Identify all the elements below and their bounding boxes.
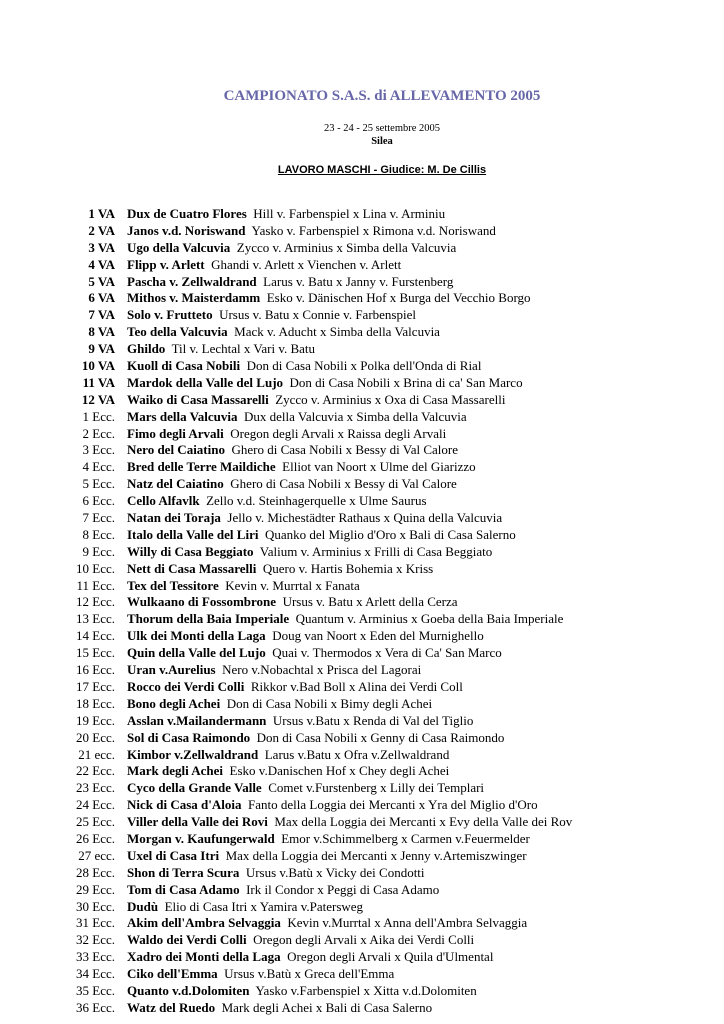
result-rank: 23 Ecc.: [76, 780, 115, 796]
dog-parents: Valium v. Arminius x Frilli di Casa Beggiato: [259, 543, 493, 559]
result-row: [60, 544, 680, 561]
result-row: [60, 476, 680, 493]
result-row: [60, 459, 680, 476]
dog-parents: Max della Loggia dei Mercanti x Evy della Valle dei Rov: [274, 814, 573, 830]
result-rank: 12 VA: [81, 391, 115, 407]
dog-parents: Ghero di Casa Nobili x Bessy di Val Calore: [230, 476, 457, 492]
dog-parents: Don di Casa Nobili x Bimy degli Achei: [226, 695, 433, 711]
result-row: [60, 915, 680, 932]
result-row: [60, 257, 680, 274]
result-row: [60, 358, 680, 375]
result-row: [60, 1000, 680, 1017]
result-rank: 30 Ecc.: [76, 898, 115, 914]
result-rank: 7 VA: [88, 307, 115, 323]
result-row: [60, 882, 680, 899]
result-row: [60, 341, 680, 358]
result-rank: 3 Ecc.: [82, 442, 115, 458]
dog-parents: Zycco v. Arminius x Simba della Valcuvia: [236, 239, 457, 255]
dog-parents: Elio di Casa Itri x Yamira v.Patersweg: [164, 898, 364, 914]
dog-parents: Don di Casa Nobili x Genny di Casa Raimondo: [256, 729, 505, 745]
result-rank: 22 Ecc.: [76, 763, 115, 779]
dog-name: Quanto v.d.Dolomiten: [127, 982, 250, 998]
dog-name: Viller della Valle dei Rovi: [127, 814, 268, 830]
result-row: [60, 831, 680, 848]
dog-name: Shon di Terra Scura: [127, 864, 240, 880]
result-rank: 9 VA: [88, 341, 115, 357]
dog-name: Mars della Valcuvia: [127, 408, 238, 424]
dog-name: Uran v.Aurelius: [127, 662, 216, 678]
dog-parents: Rikkor v.Bad Boll x Alina dei Verdi Coll: [250, 678, 463, 694]
dog-name: Dux de Cuatro Flores: [127, 206, 247, 221]
dog-parents: Larus v.Batu x Ofra v.Zellwaldrand: [264, 746, 450, 762]
dog-parents: Kevin v.Murrtal x Anna dell'Ambra Selvaggia: [287, 915, 528, 931]
result-rank: 13 Ecc.: [76, 611, 115, 627]
dog-parents: Don di Casa Nobili x Polka dell'Onda di Rial: [246, 358, 482, 374]
result-rank: 11 VA: [82, 374, 115, 390]
result-rank: 16 Ecc.: [76, 662, 115, 678]
result-row: [60, 409, 680, 426]
dog-name: Fimo degli Arvali: [127, 425, 224, 441]
dog-parents: Elliot van Noort x Ulme del Giarizzo: [282, 459, 476, 475]
result-rank: 4 VA: [88, 256, 115, 272]
dog-parents: Quanko del Miglio d'Oro x Bali di Casa Salerno: [264, 526, 516, 542]
result-row: [60, 865, 680, 882]
document-title: CAMPIONATO S.A.S. di ALLEVAMENTO 2005: [223, 88, 541, 104]
dog-parents: Kevin v. Murrtal x Fanata: [225, 577, 360, 593]
dog-parents: Dux della Valcuvia x Simba della Valcuvia: [244, 408, 467, 424]
result-rank: 1 Ecc.: [82, 408, 115, 424]
result-rank: 1 VA: [88, 206, 115, 221]
result-row: [60, 206, 680, 223]
dog-name: Ulk dei Monti della Laga: [127, 628, 266, 644]
result-row: [60, 594, 680, 611]
result-rank: 27 ecc.: [78, 847, 115, 863]
dog-name: Flipp v. Arlett: [127, 256, 205, 272]
dog-parents: Zello v.d. Steinhagerquelle x Ulme Saurus: [206, 493, 427, 509]
dog-parents: Esko v. Dänischen Hof x Burga del Vecchio Borgo: [266, 290, 531, 306]
result-row: [60, 223, 680, 240]
result-row: [60, 780, 680, 797]
dog-parents: Don di Casa Nobili x Brina di ca' San Marco: [289, 374, 523, 390]
dog-name: Kuoll di Casa Nobili: [127, 358, 241, 374]
result-row: [60, 983, 680, 1000]
result-row: [60, 730, 680, 747]
result-row: [60, 307, 680, 324]
dog-parents: Quai v. Thermodos x Vera di Ca' San Marco: [272, 645, 502, 661]
result-rank: 2 Ecc.: [82, 425, 115, 441]
result-row: [60, 899, 680, 916]
dog-name: Nick di Casa d'Aloia: [127, 797, 242, 813]
results-list: [60, 206, 680, 1017]
result-rank: 25 Ecc.: [76, 814, 115, 830]
dog-name: Ghildo: [127, 341, 166, 357]
result-row: [60, 932, 680, 949]
result-rank: 32 Ecc.: [76, 932, 115, 948]
result-row: [60, 747, 680, 764]
dog-parents: Zycco v. Arminius x Oxa di Casa Massarelli: [275, 391, 506, 407]
dog-name: Bono degli Achei: [127, 695, 221, 711]
dog-parents: Yasko v. Farbenspiel x Rimona v.d. Noriswand: [251, 222, 496, 238]
event-dates: 23 - 24 - 25 settembre 2005: [323, 123, 441, 134]
result-rank: 24 Ecc.: [76, 797, 115, 813]
result-rank: 35 Ecc.: [76, 982, 115, 998]
result-row: [60, 696, 680, 713]
dog-parents: Comet v.Furstenberg x Lilly dei Templari: [268, 780, 485, 796]
dog-name: Willy di Casa Beggiato: [127, 543, 254, 559]
result-rank: 2 VA: [88, 222, 115, 238]
dog-parents: Mack v. Aducht x Simba della Valcuvia: [234, 324, 440, 340]
result-rank: 12 Ecc.: [76, 594, 115, 610]
result-row: [60, 797, 680, 814]
dog-name: Quin della Valle del Lujo: [127, 645, 266, 661]
dog-name: Ugo della Valcuvia: [127, 239, 231, 255]
result-rank: 11 Ecc.: [76, 577, 115, 593]
result-row: [60, 527, 680, 544]
dog-parents: Max della Loggia dei Mercanti x Jenny v.Artemiszwinger: [225, 847, 527, 863]
result-row: [60, 848, 680, 865]
result-rank: 14 Ecc.: [76, 628, 115, 644]
dog-parents: Hill v. Farbenspiel x Lina v. Arminiu: [253, 206, 446, 221]
dog-name: Mark degli Achei: [127, 763, 224, 779]
dog-name: Nero del Caiatino: [127, 442, 225, 458]
result-rank: 29 Ecc.: [76, 881, 115, 897]
dog-parents: Ursus v.Batù x Greca dell'Emma: [224, 966, 395, 982]
result-rank: 34 Ecc.: [76, 966, 115, 982]
dog-name: Mardok della Valle del Lujo: [127, 374, 284, 390]
dog-name: Nett di Casa Massarelli: [127, 560, 257, 576]
result-rank: 28 Ecc.: [76, 864, 115, 880]
dog-parents: Ursus v. Batu x Arlett della Cerza: [282, 594, 458, 610]
result-row: [60, 763, 680, 780]
result-row: [60, 645, 680, 662]
dog-name: Janos v.d. Noriswand: [127, 222, 246, 238]
result-rank: 10 Ecc.: [76, 560, 115, 576]
result-rank: 18 Ecc.: [76, 695, 115, 711]
result-row: [60, 290, 680, 307]
result-row: [60, 662, 680, 679]
dog-name: Italo della Valle del Liri: [127, 526, 259, 542]
dog-parents: Ursus v.Batu x Renda di Val del Tiglio: [272, 712, 474, 728]
result-row: [60, 493, 680, 510]
dog-parents: Oregon degli Arvali x Quila d'Ulmental: [287, 949, 494, 965]
result-rank: 10 VA: [81, 358, 115, 374]
dog-parents: Ghandi v. Arlett x Vienchen v. Arlett: [211, 256, 402, 272]
dog-parents: Larus v. Batu x Janny v. Furstenberg: [263, 273, 454, 289]
result-row: [60, 392, 680, 409]
result-rank: 19 Ecc.: [76, 712, 115, 728]
result-row: [60, 578, 680, 595]
dog-parents: Esko v.Danischen Hof x Chey degli Achei: [229, 763, 450, 779]
dog-name: Cello Alfavlk: [127, 493, 200, 509]
dog-name: Kimbor v.Zellwaldrand: [127, 746, 259, 762]
dog-parents: Oregon degli Arvali x Aika dei Verdi Colli: [253, 932, 475, 948]
dog-name: Thorum della Baia Imperiale: [127, 611, 290, 627]
dog-name: Rocco dei Verdi Colli: [127, 678, 245, 694]
result-rank: 5 Ecc.: [82, 476, 115, 492]
dog-parents: Ursus v.Batù x Vicky dei Condotti: [245, 864, 425, 880]
dog-name: Solo v. Frutteto: [127, 307, 213, 323]
dog-name: Waiko di Casa Massarelli: [127, 391, 269, 407]
dog-parents: Doug van Noort x Eden del Murnighello: [272, 628, 484, 644]
dog-name: Mithos v. Maisterdamm: [127, 290, 261, 306]
result-row: [60, 628, 680, 645]
result-rank: 3 VA: [88, 239, 115, 255]
result-row: [60, 426, 680, 443]
dog-name: Morgan v. Kaufungerwald: [127, 830, 275, 846]
result-rank: 36 Ecc.: [76, 999, 115, 1015]
result-rank: 17 Ecc.: [76, 678, 115, 694]
result-rank: 5 VA: [88, 273, 115, 289]
dog-name: Watz del Ruedo: [127, 999, 216, 1015]
dog-parents: Ghero di Casa Nobili x Bessy di Val Calore: [231, 442, 458, 458]
result-rank: 4 Ecc.: [82, 459, 115, 475]
result-rank: 26 Ecc.: [76, 830, 115, 846]
result-rank: 15 Ecc.: [76, 645, 115, 661]
result-row: [60, 561, 680, 578]
dog-name: Xadro dei Monti della Laga: [127, 949, 281, 965]
result-row: [60, 713, 680, 730]
result-rank: 9 Ecc.: [82, 543, 115, 559]
dog-parents: Jello v. Michestädter Rathaus x Quina della Valcuvia: [227, 510, 503, 526]
dog-parents: Mark degli Achei x Bali di Casa Salerno: [221, 999, 433, 1015]
dog-parents: Yasko v.Farbenspiel x Xitta v.d.Dolomiten: [255, 982, 477, 998]
dog-name: Uxel di Casa Itri: [127, 847, 220, 863]
result-rank: 8 VA: [88, 324, 115, 340]
dog-parents: Fanto della Loggia dei Mercanti x Yra del Miglio d'Oro: [248, 797, 538, 813]
dog-parents: Nero v.Nobachtal x Prisca del Lagorai: [222, 662, 422, 678]
class-judge-heading: LAVORO MASCHI - Giudice: M. De Cillis: [277, 164, 487, 176]
result-row: [60, 442, 680, 459]
dog-name: Cyco della Grande Valle: [127, 780, 262, 796]
dog-name: Asslan v.Mailandermann: [127, 712, 267, 728]
dog-name: Wulkaano di Fossombrone: [127, 594, 277, 610]
result-row: [60, 240, 680, 257]
result-rank: 6 VA: [88, 290, 115, 306]
dog-name: Dudù: [127, 898, 159, 914]
result-rank: 20 Ecc.: [76, 729, 115, 745]
dog-name: Teo della Valcuvia: [127, 324, 228, 340]
dog-name: Sol di Casa Raimondo: [127, 729, 251, 745]
dog-parents: Til v. Lechtal x Vari v. Batu: [171, 341, 316, 357]
dog-parents: Irk il Condor x Peggi di Casa Adamo: [246, 881, 440, 897]
dog-parents: Quero v. Hartis Bohemia x Kriss: [262, 560, 434, 576]
dog-parents: Emor v.Schimmelberg x Carmen v.Feuermelder: [281, 830, 530, 846]
result-row: [60, 611, 680, 628]
result-row: [60, 274, 680, 291]
result-rank: 7 Ecc.: [82, 510, 115, 526]
dog-name: Waldo dei Verdi Colli: [127, 932, 247, 948]
dog-name: Tom di Casa Adamo: [127, 881, 240, 897]
result-row: [60, 966, 680, 983]
dog-parents: Quantum v. Arminius x Goeba della Baia Imperiale: [295, 611, 564, 627]
result-row: [60, 814, 680, 831]
event-location: Silea: [371, 136, 393, 147]
dog-name: Natz del Caiatino: [127, 476, 224, 492]
dog-name: Akim dell'Ambra Selvaggia: [127, 915, 281, 931]
result-row: [60, 679, 680, 696]
result-rank: 6 Ecc.: [82, 493, 115, 509]
result-rank: 21 ecc.: [78, 746, 115, 762]
dog-name: Ciko dell'Emma: [127, 966, 218, 982]
dog-parents: Ursus v. Batu x Connie v. Farbenspiel: [219, 307, 416, 323]
result-rank: 8 Ecc.: [82, 526, 115, 542]
result-row: [60, 949, 680, 966]
dog-parents: Oregon degli Arvali x Raissa degli Arvali: [230, 425, 447, 441]
result-row: [60, 324, 680, 341]
dog-name: Bred delle Terre Maildiche: [127, 459, 276, 475]
result-rank: 31 Ecc.: [76, 915, 115, 931]
dog-name: Natan dei Toraja: [127, 510, 221, 526]
result-row: [60, 510, 680, 527]
dog-name: Tex del Tessitore: [127, 577, 219, 593]
result-row: [60, 375, 680, 392]
result-rank: 33 Ecc.: [76, 949, 115, 965]
dog-name: Pascha v. Zellwaldrand: [127, 273, 257, 289]
